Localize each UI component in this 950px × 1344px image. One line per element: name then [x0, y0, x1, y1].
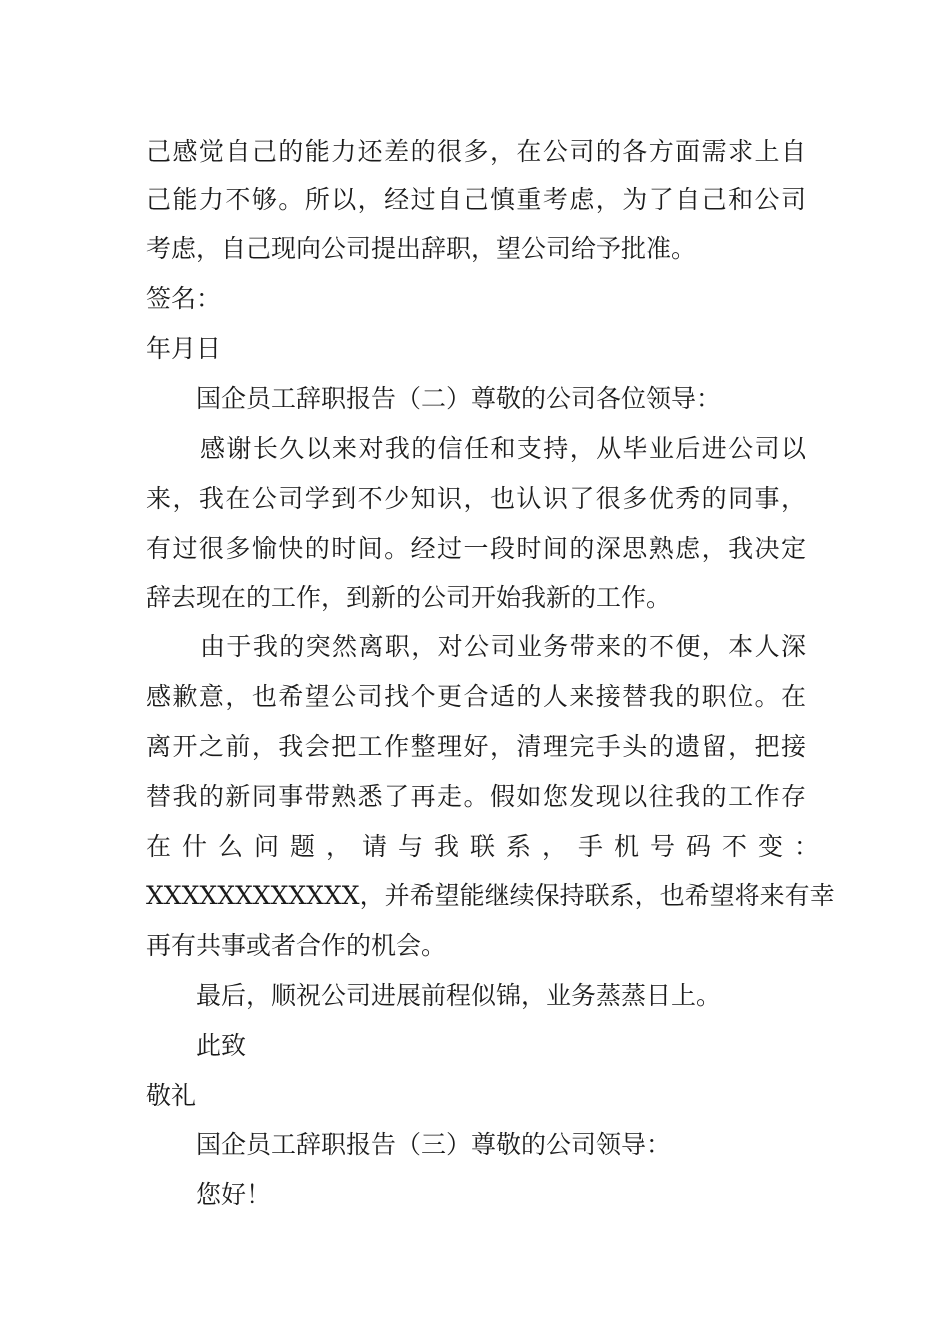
closing-line: 敬礼 — [146, 1081, 197, 1110]
body-line: 感谢长久以来对我的信任和支持，从毕业后进公司以 — [200, 434, 806, 463]
date-label: 年月日 — [146, 334, 222, 363]
body-line: 辞去现在的工作，到新的公司开始我新的工作。 — [146, 583, 672, 612]
body-line: 最后，顺祝公司进展前程似锦，业务蒸蒸日上。 — [196, 981, 722, 1010]
body-line: 由于我的突然离职，对公司业务带来的不便，本人深 — [200, 632, 806, 661]
body-line: 离开之前，我会把工作整理好，清理完手头的遗留，把接 — [146, 732, 806, 761]
body-line: 感歉意，也希望公司找个更合适的人来接替我的职位。在 — [146, 682, 806, 711]
body-line: 再有共事或者合作的机会。 — [146, 931, 447, 960]
signature-label: 签名： — [146, 284, 222, 313]
body-line: 替我的新同事带熟悉了再走。假如您发现以往我的工作存 — [146, 782, 806, 811]
closing-line: 此致 — [196, 1031, 247, 1060]
body-line: 己能力不够。所以，经过自己慎重考虑，为了自己和公司 — [146, 185, 806, 214]
body-line: 有过很多愉快的时间。经过一段时间的深思熟虑，我决定 — [146, 534, 806, 563]
body-line: 己感觉自己的能力还差的很多，在公司的各方面需求上自 — [146, 137, 806, 166]
section-heading: 国企员工辞职报告（三）尊敬的公司领导： — [196, 1130, 672, 1159]
body-line: 在什么问题，请与我联系，手机号码不变： — [146, 832, 831, 861]
body-line: XXXXXXXXXXXX，并希望能继续保持联系，也希望将来有幸 — [146, 881, 835, 910]
greeting-line: 您好！ — [196, 1180, 272, 1209]
body-line: 来，我在公司学到不少知识，也认识了很多优秀的同事， — [146, 484, 806, 513]
body-line: 考虑，自己现向公司提出辞职，望公司给予批准。 — [146, 234, 697, 263]
section-heading: 国企员工辞职报告（二）尊敬的公司各位领导： — [196, 384, 722, 413]
